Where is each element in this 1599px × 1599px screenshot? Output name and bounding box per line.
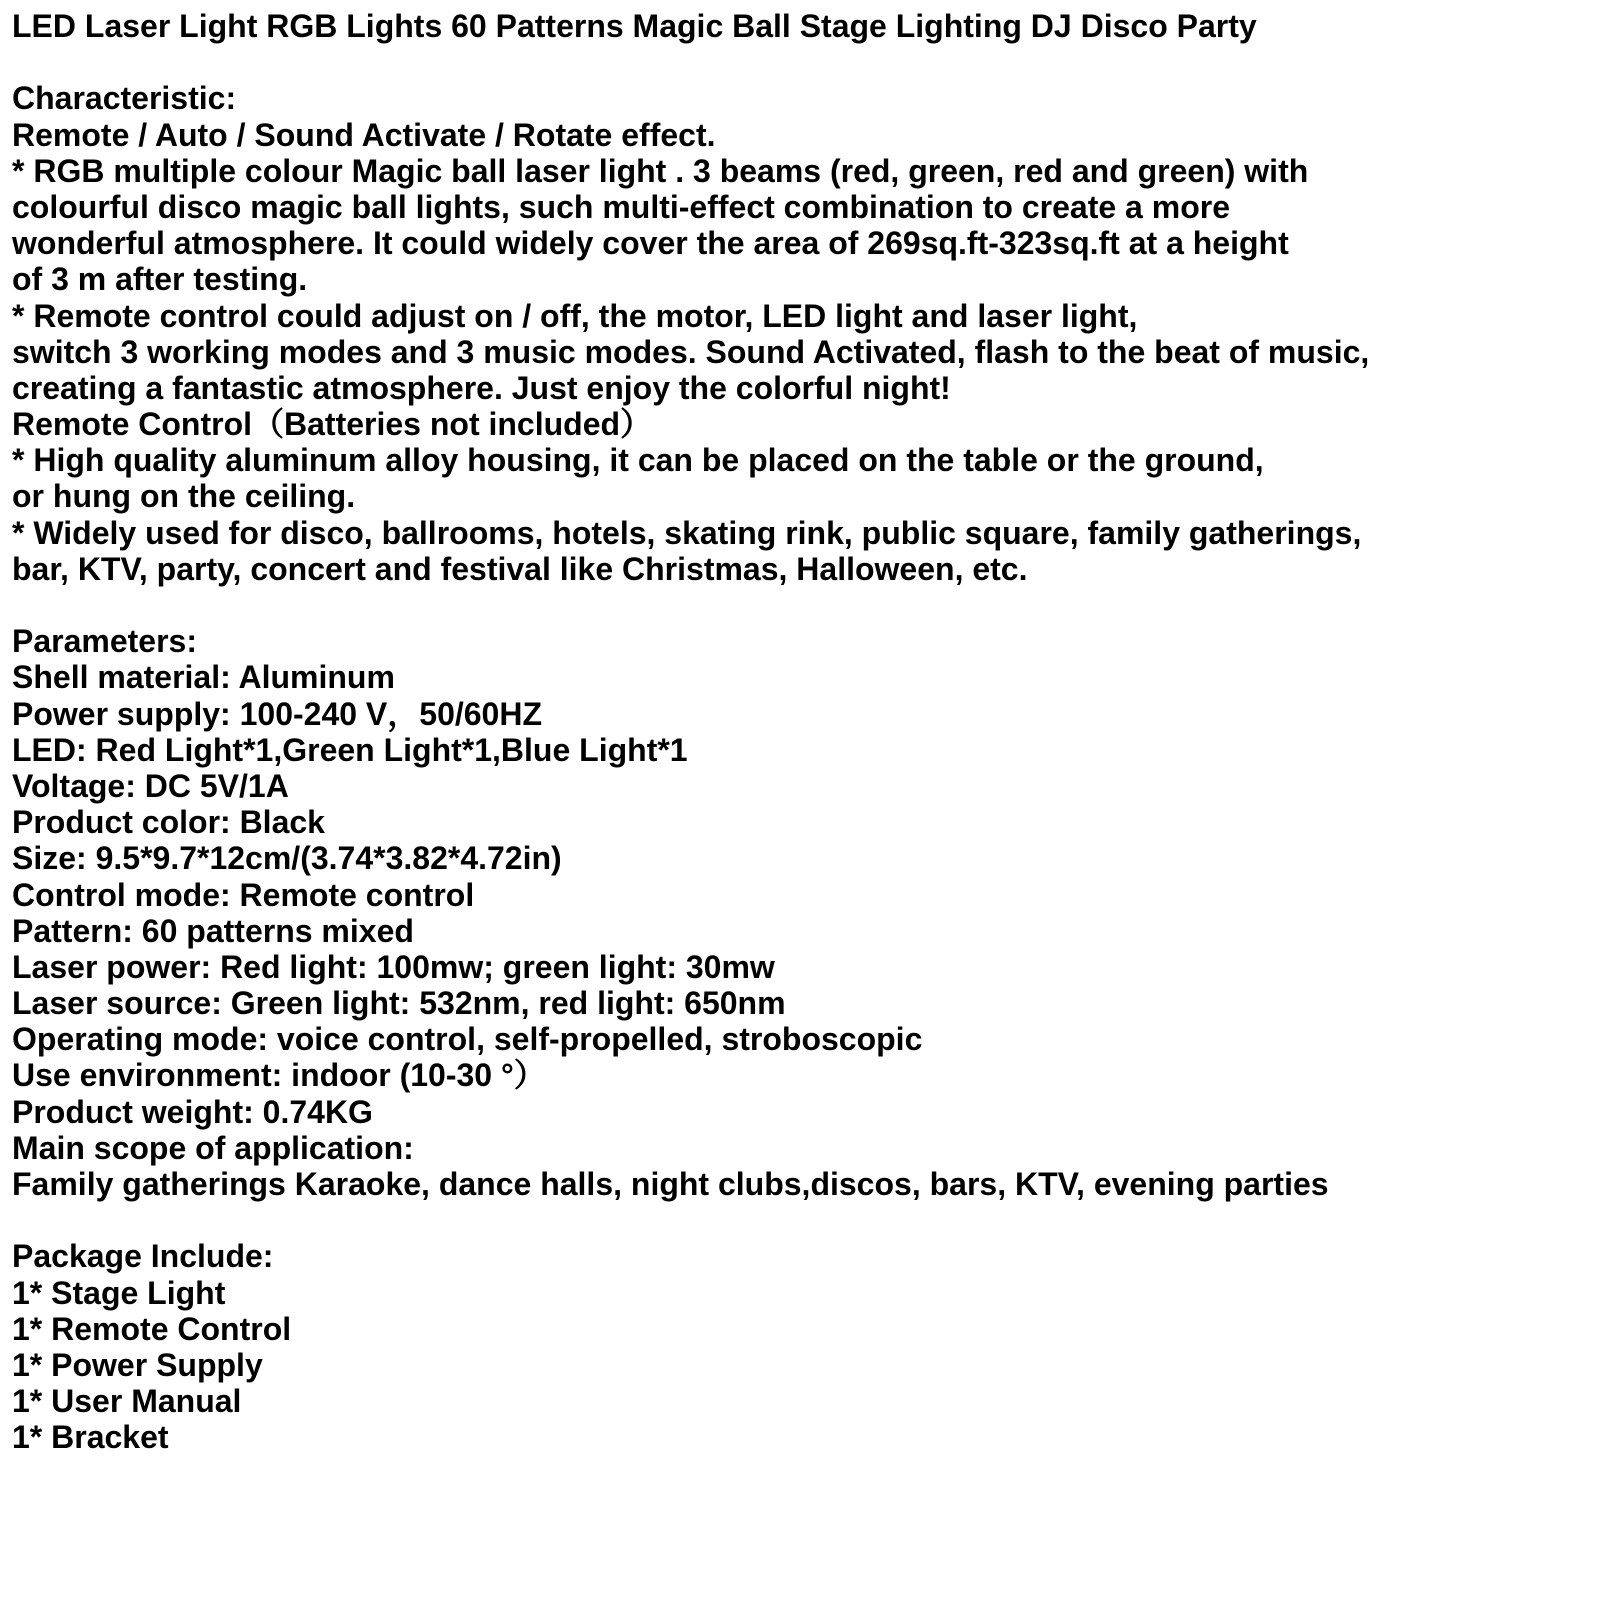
parameter-line: LED: Red Light*1,Green Light*1,Blue Light*1	[12, 731, 688, 768]
parameter-line: Family gatherings Karaoke, dance halls, night clubs,discos, bars, KTV, evening parties	[12, 1166, 1329, 1202]
package-section	[12, 1238, 1592, 1455]
package-item: 1* User Manual	[12, 1383, 242, 1420]
characteristic-heading: Characteristic:	[12, 80, 237, 117]
parameter-line: Operating mode: voice control, self-propelled, stroboscopic	[12, 1021, 923, 1058]
package-heading: Package Include:	[12, 1238, 274, 1275]
spacer	[12, 44, 1592, 80]
characteristic-line: * Widely used for disco, ballrooms, hotels, skating rink, public square, family gatherings,	[12, 514, 1362, 551]
parameter-line: Use environment: indoor (10-30 °）	[12, 1057, 546, 1094]
characteristic-line: * Remote control could adjust on / off, the motor, LED light and laser light,	[12, 297, 1138, 334]
characteristic-line: colourful disco magic ball lights, such multi-effect combination to create a more	[12, 188, 1230, 225]
package-item: 1* Stage Light	[12, 1274, 226, 1311]
characteristic-line: creating a fantastic atmosphere. Just enjoy the colorful night!	[12, 369, 951, 406]
product-title: LED Laser Light RGB Lights 60 Patterns Magic Ball Stage Lighting DJ Disco Party	[12, 8, 1257, 44]
characteristic-line: switch 3 working modes and 3 music modes. Sound Activated, flash to the beat of music,	[12, 333, 1370, 370]
product-description	[12, 8, 1592, 1456]
parameter-line: Control mode: Remote control	[12, 876, 475, 913]
characteristic-line: of 3 m after testing.	[12, 261, 308, 298]
parameter-line: Product weight: 0.74KG	[12, 1093, 373, 1130]
parameter-line: Size: 9.5*9.7*12cm/(3.74*3.82*4.72in)	[12, 840, 562, 877]
parameters-heading: Parameters:	[12, 623, 197, 660]
characteristic-line: * RGB multiple colour Magic ball laser light . 3 beams (red, green, red and green) with	[12, 152, 1309, 189]
parameter-line: Product color: Black	[12, 804, 325, 841]
parameter-line: Pattern: 60 patterns mixed	[12, 912, 414, 949]
characteristic-line: wonderful atmosphere. It could widely cover the area of 269sq.ft-323sq.ft at a height	[12, 225, 1289, 262]
package-item: 1* Remote Control	[12, 1310, 292, 1347]
parameter-line: Laser power: Red light: 100mw; green light: 30mw	[12, 948, 775, 985]
characteristic-line: bar, KTV, party, concert and festival like Christmas, Halloween, etc.	[12, 550, 1028, 587]
characteristic-line: Remote / Auto / Sound Activate / Rotate effect.	[12, 116, 716, 153]
package-item: 1* Bracket	[12, 1419, 169, 1456]
package-item: 1* Power Supply	[12, 1346, 263, 1383]
parameter-line: Main scope of application:	[12, 1129, 414, 1166]
characteristic-line: * High quality aluminum alloy housing, it can be placed on the table or the ground,	[12, 442, 1264, 479]
parameter-line: Laser source: Green light: 532nm, red light: 650nm	[12, 985, 786, 1022]
parameter-line: Power supply: 100-240 V，50/60HZ	[12, 695, 543, 732]
spacer	[12, 587, 1592, 623]
parameter-line: Shell material: Aluminum	[12, 659, 395, 696]
spacer	[12, 1202, 1592, 1238]
parameters-section	[12, 623, 1592, 1202]
characteristic-line: Remote Control（Batteries not included）	[12, 406, 653, 443]
parameter-line: Voltage: DC 5V/1A	[12, 767, 289, 804]
characteristic-line: or hung on the ceiling.	[12, 478, 356, 515]
characteristic-section	[12, 80, 1592, 587]
